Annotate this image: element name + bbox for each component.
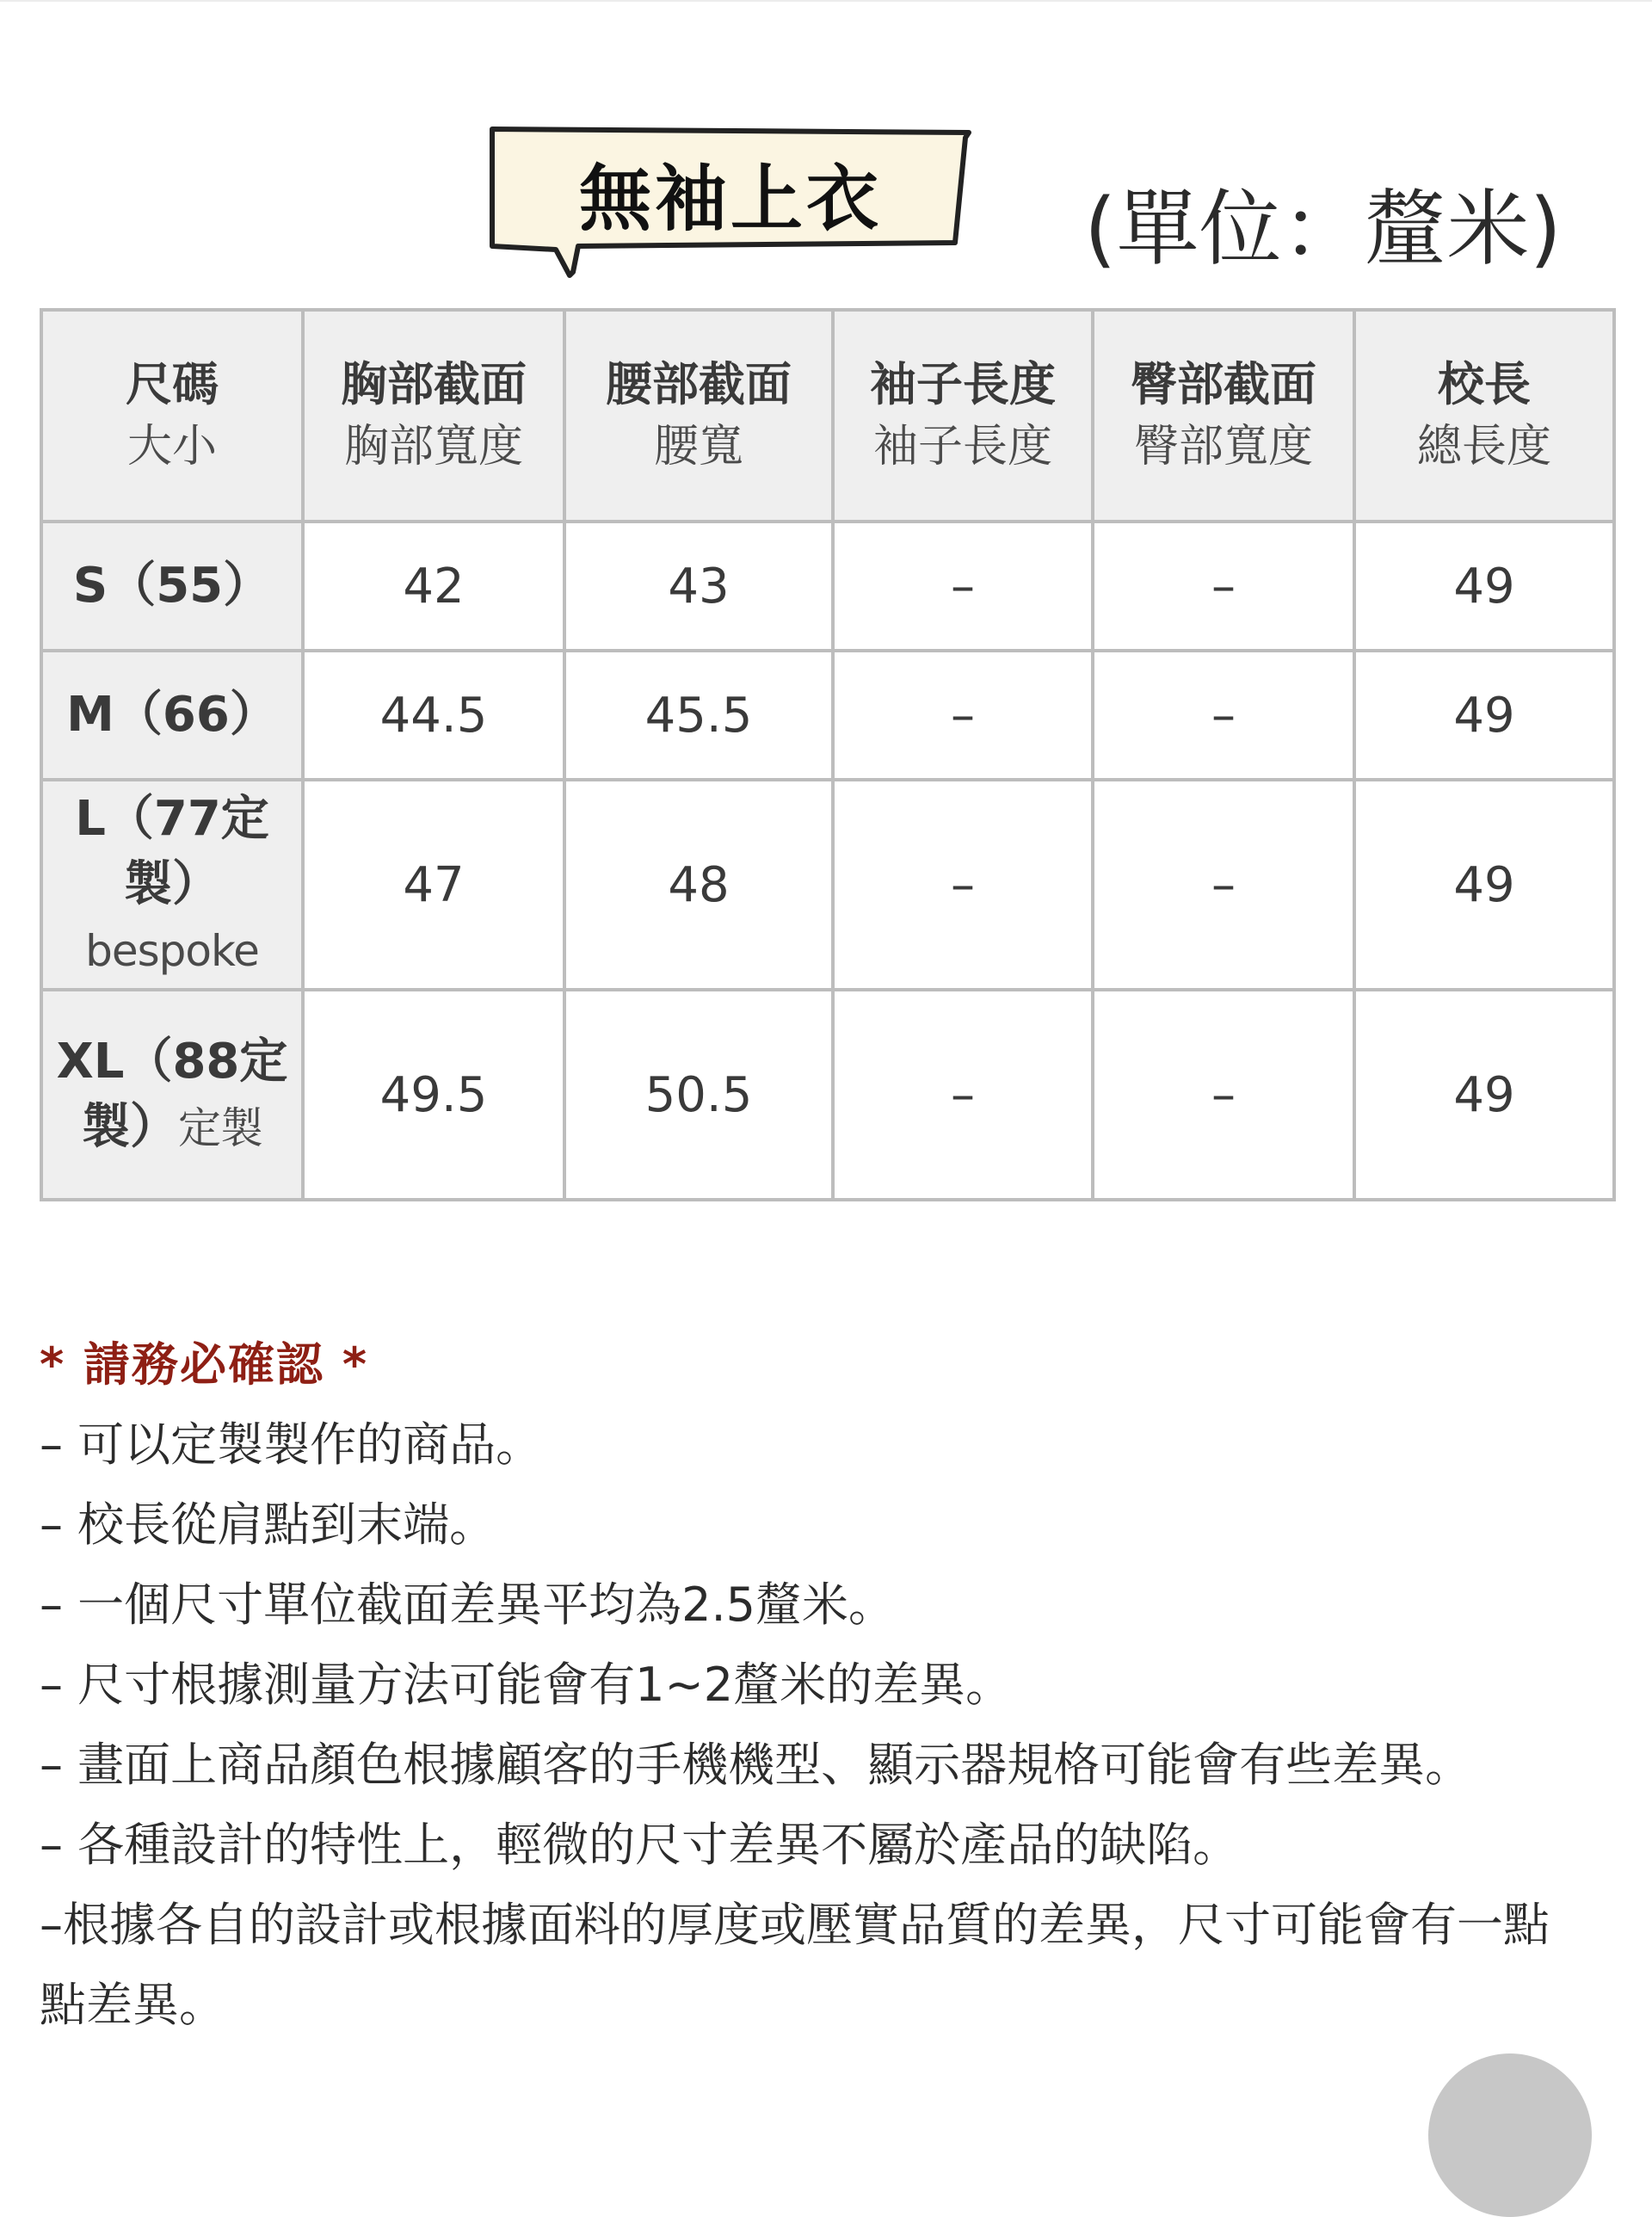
note-line: – 畫面上商品顏色根據顧客的手機機型、顯示器規格可能會有些差異。 — [40, 1738, 1472, 1792]
table-header-row — [41, 310, 1614, 522]
cell-length: 49 — [1354, 651, 1614, 780]
size-table — [40, 308, 1616, 1201]
cell-length: 49 — [1354, 780, 1614, 990]
cell-chest: 44.5 — [303, 651, 564, 780]
cell-chest: 49.5 — [303, 990, 564, 1200]
header-hip: 臀部截面 臀部寬度 — [1093, 310, 1354, 522]
cell-sleeve: – — [833, 990, 1093, 1200]
note-line: – 可以定製製作的商品。 — [40, 1417, 543, 1472]
table-row — [41, 522, 1614, 651]
title-speech-bubble — [487, 120, 977, 284]
cell-waist: 43 — [564, 522, 833, 651]
cell-waist: 48 — [564, 780, 833, 990]
table-row — [41, 990, 1614, 1200]
row-size-label: S（55） — [41, 522, 303, 651]
scroll-to-top-button[interactable] — [1428, 2053, 1592, 2217]
header-chest: 胸部截面 胸部寬度 — [303, 310, 564, 522]
cell-hip: – — [1093, 651, 1354, 780]
note-line: – 一個尺寸單位截面差異平均為2.5釐米。 — [40, 1578, 896, 1632]
cell-chest: 42 — [303, 522, 564, 651]
row-size-label: M（66） — [41, 651, 303, 780]
note-line: – 各種設計的特性上，輕微的尺寸差異不屬於產品的缺陷。 — [40, 1818, 1240, 1872]
cell-hip: – — [1093, 522, 1354, 651]
header-sleeve: 袖子長度 袖子長度 — [833, 310, 1093, 522]
cell-waist: 45.5 — [564, 651, 833, 780]
table-row — [41, 651, 1614, 780]
row-size-label: XL（88定 製）定製 — [41, 990, 303, 1200]
cell-length: 49 — [1354, 990, 1614, 1200]
cell-chest: 47 — [303, 780, 564, 990]
page-title: 無袖上衣 — [578, 157, 882, 241]
table-row — [41, 780, 1614, 990]
top-divider — [0, 0, 1652, 2]
header-waist: 腰部截面 腰寬 — [564, 310, 833, 522]
note-line: – 校長從肩點到末端。 — [40, 1498, 496, 1552]
header-size: 尺碼 大小 — [41, 310, 303, 522]
header-length: 校長 總長度 — [1354, 310, 1614, 522]
cell-sleeve: – — [833, 522, 1093, 651]
note-line: –根據各自的設計或根據面料的厚度或壓實品質的差異，尺寸可能會有一點點差異。 — [40, 1898, 1550, 2032]
notes-heading: * 請務必確認 * — [40, 1337, 369, 1392]
cell-hip: – — [1093, 990, 1354, 1200]
unit-label: (單位：釐米) — [1084, 181, 1562, 277]
cell-sleeve: – — [833, 651, 1093, 780]
note-line: – 尺寸根據測量方法可能會有1~2釐米的差異。 — [40, 1658, 1013, 1712]
cell-hip: – — [1093, 780, 1354, 990]
row-size-label: L（77定 製）bespoke — [41, 780, 303, 990]
cell-sleeve: – — [833, 780, 1093, 990]
notes-section — [40, 1325, 1623, 2045]
cell-length: 49 — [1354, 522, 1614, 651]
cell-waist: 50.5 — [564, 990, 833, 1200]
